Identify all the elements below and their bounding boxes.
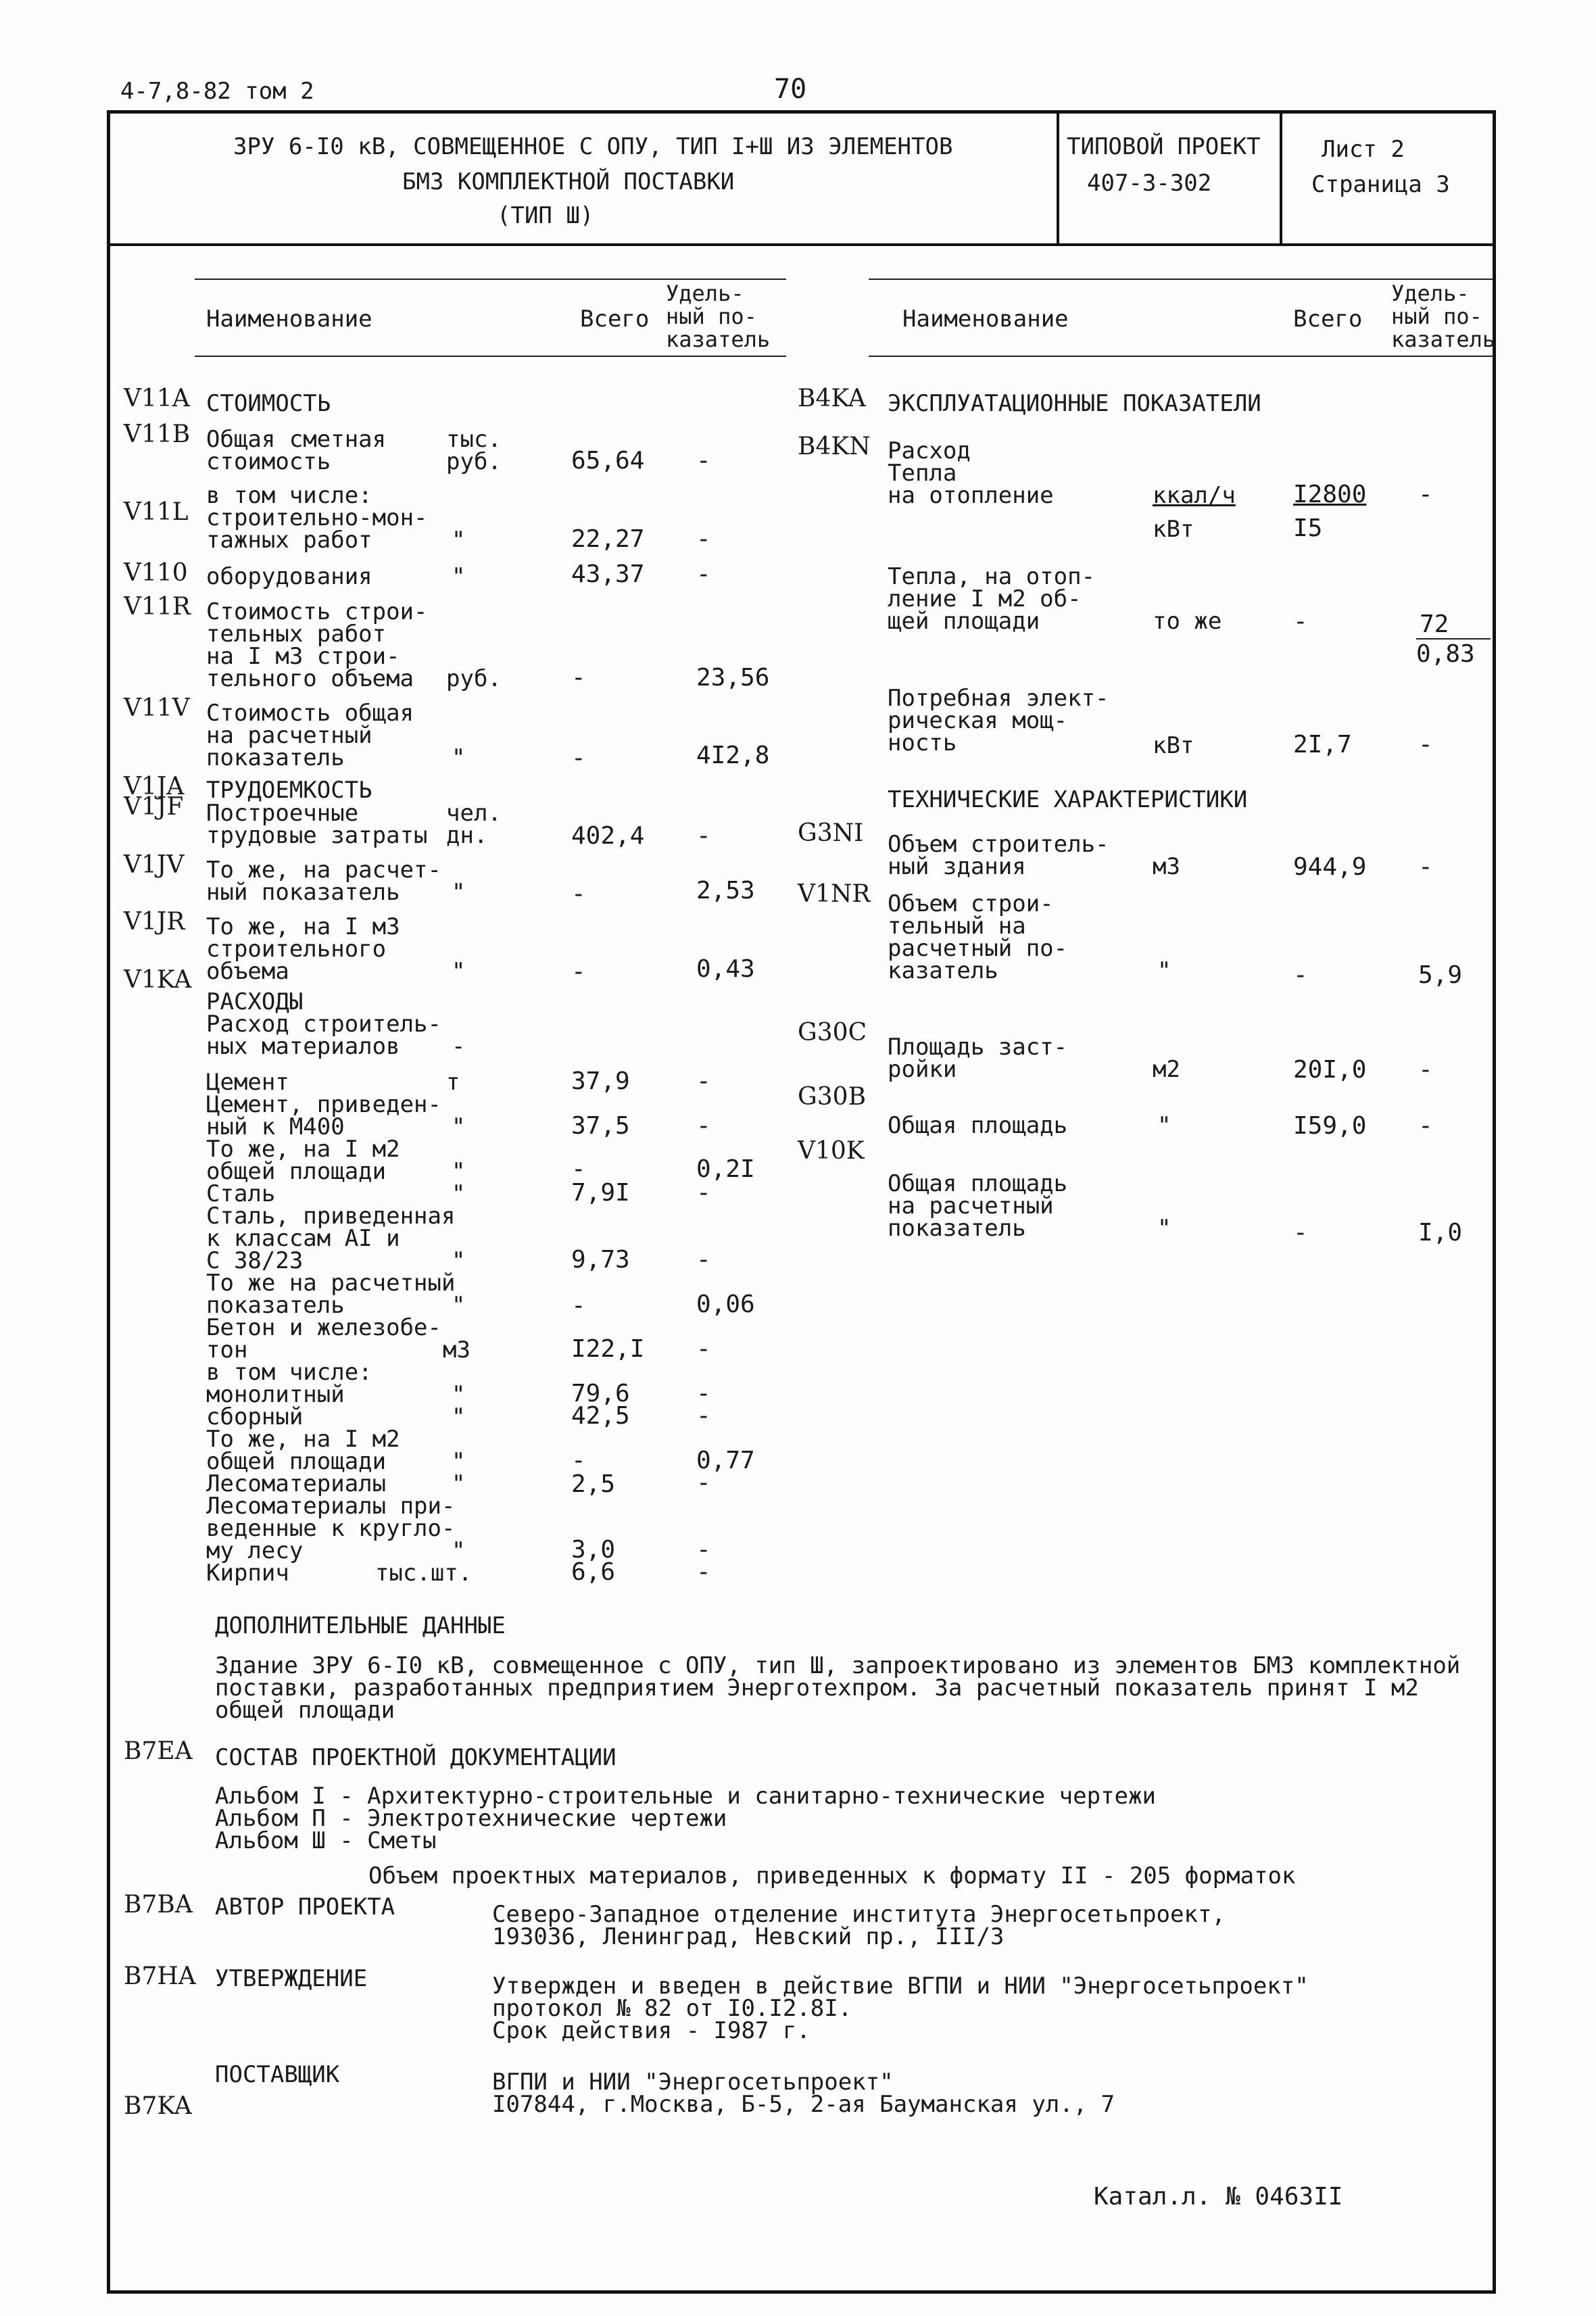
docs-line-3: Альбом Ш - Сметы [215, 1827, 437, 1854]
q1-total-2: I5 [1293, 514, 1323, 542]
r6-spec: - [696, 822, 711, 850]
r7-total: - [571, 880, 586, 908]
r5-total: - [571, 744, 586, 772]
r17-name: монолитный [206, 1381, 345, 1408]
title-line-3: (ТИП Ш) [497, 202, 594, 229]
r11-name-1: Цемент, приведен- [206, 1091, 441, 1118]
r14-name-2: к классам AI и [206, 1225, 400, 1252]
r14-total: 9,73 [571, 1246, 630, 1274]
supplier-line-2: I07844, г.Москва, Б-5, 2-ая Бауманская ул., 7 [492, 2091, 1115, 2118]
r15-spec: 0,06 [696, 1290, 755, 1318]
r16-name-1: Бетон и железобе- [206, 1314, 441, 1341]
r17-total: 79,6 [571, 1380, 630, 1407]
r4-unit: руб. [446, 665, 502, 692]
r2-spec: - [696, 525, 711, 553]
q6-spec: - [1418, 1056, 1433, 1084]
code-v1jr: V1JR [124, 908, 185, 936]
page-number: 70 [774, 74, 807, 105]
supplier-line-1: ВГПИ и НИИ "Энергосетьпроект" [492, 2069, 894, 2096]
r15-name-1: То же на расчетный [206, 1270, 456, 1297]
col-header-bottom-left [195, 356, 786, 357]
code-v1jv: V1JV [124, 851, 185, 879]
r8-name-2: строительного [206, 936, 387, 963]
q2-spec-1: 72 [1420, 610, 1449, 638]
r20-total: 2,5 [571, 1470, 616, 1498]
r4-name-3: на I м3 строи- [206, 643, 400, 670]
q4-unit: м3 [1153, 853, 1180, 880]
r14-name-1: Сталь, приведенная [206, 1203, 456, 1230]
q8-spec: I,0 [1418, 1219, 1463, 1247]
r15-total: - [571, 1292, 586, 1320]
approval-line-2: протокол № 82 от I0.I2.8I. [492, 1995, 852, 2022]
q3-total: 2I,7 [1293, 731, 1352, 758]
project-label: ТИПОВОЙ ПРОЕКТ [1067, 133, 1261, 160]
r19-name-2: общей площади [206, 1448, 387, 1475]
r4-name-4: тельного объема [206, 665, 414, 692]
r19-unit: " [452, 1448, 466, 1475]
r9-unit: - [452, 1033, 466, 1060]
col-spec-left-3: казатель [666, 327, 771, 352]
r11-spec: - [696, 1112, 711, 1140]
r7-name-1: То же, на расчет- [206, 857, 441, 884]
code-v11v: V11V [124, 694, 190, 722]
r11-name-2: ный к М400 [206, 1113, 345, 1140]
r1-name-2: стоимость [206, 448, 331, 475]
r18-unit: " [452, 1403, 466, 1430]
r22-total: 6,6 [571, 1558, 616, 1586]
r17-pre: в том числе: [206, 1359, 372, 1386]
r6-unit-1: чел. [446, 800, 502, 827]
docs-volume: Объем проектных материалов, приведенных к формату II - 205 форматок [368, 1862, 1296, 1889]
code-b4kn: B4KN [798, 433, 871, 460]
r4-total: - [571, 664, 586, 692]
r18-spec: - [696, 1402, 711, 1430]
q4-total: 944,9 [1293, 853, 1367, 881]
q4-name-1: Объем строитель- [888, 831, 1109, 858]
r16-spec: - [696, 1335, 711, 1363]
additional-line-1: Здание ЗРУ 6-I0 кВ, совмещенное с ОПУ, тип Ш, запроектировано из элементов БМЗ комплектной [215, 1652, 1461, 1679]
q2-name-3: щей площади [888, 608, 1040, 635]
r22-unit: тыс.шт. [375, 1560, 473, 1587]
r2-pre: в том числе: [206, 482, 372, 509]
code-v1jf: V1JF [124, 793, 184, 821]
r9-name-2: ных материалов [206, 1033, 400, 1060]
q6-name-2: ройки [888, 1056, 957, 1083]
r5-name-2: на расчетный [206, 722, 372, 749]
q2-name-2: ление I м2 об- [888, 585, 1082, 612]
doc-ref: 4-7,8-82 том 2 [120, 78, 314, 105]
q4-spec: - [1418, 853, 1433, 881]
sheet-label: Лист 2 [1322, 136, 1405, 163]
q1-name-2: Тепла [888, 460, 957, 487]
r19-spec: 0,77 [696, 1447, 755, 1474]
section-technical: ТЕХНИЧЕСКИЕ ХАРАКТЕРИСТИКИ [888, 786, 1248, 813]
r4-name-1: Стоимость строи- [206, 598, 428, 625]
section-expenses: РАСХОДЫ [206, 988, 304, 1015]
r17-unit: " [452, 1381, 466, 1408]
r19-name-1: То же, на I м2 [206, 1426, 400, 1453]
q3-unit: кВт [1153, 732, 1194, 759]
r21-spec: - [696, 1536, 711, 1564]
q6-name-1: Площадь заст- [888, 1034, 1068, 1061]
r5-unit: " [452, 744, 466, 771]
r5-spec: 4I2,8 [696, 742, 770, 769]
r21-name-2: веденные к кругло- [206, 1515, 456, 1542]
r2-total: 22,27 [571, 525, 645, 553]
code-v10k: V10K [798, 1137, 865, 1165]
r21-unit: " [452, 1537, 466, 1564]
r16-unit: м3 [443, 1336, 470, 1364]
author-label: АВТОР ПРОЕКТА [215, 1893, 395, 1921]
r22-spec: - [696, 1558, 711, 1586]
r1-unit-1: тыс. [446, 426, 502, 453]
col-total-right: Всего [1293, 306, 1363, 333]
r6-total: 402,4 [571, 822, 645, 850]
col-spec-right-1: Удель- [1391, 281, 1470, 306]
header-col-divider-2 [1280, 110, 1282, 245]
docs-line-1: Альбом I - Архитектурно-строительные и санитарно-технические чертежи [215, 1783, 1156, 1810]
r8-name-3: объема [206, 958, 289, 985]
r3-name: оборудования [206, 563, 372, 590]
r3-unit: " [452, 563, 466, 590]
q1-unit-1: ккал/ч [1153, 482, 1236, 509]
r11-total: 37,5 [571, 1112, 630, 1140]
code-v1nr: V1NR [798, 880, 871, 908]
r8-unit: " [452, 958, 466, 985]
r18-name: сборный [206, 1403, 304, 1430]
q1-unit-2: кВт [1153, 516, 1194, 543]
q1-spec: - [1418, 481, 1433, 508]
title-line-1: ЗРУ 6-I0 кВ, СОВМЕЩЕННОЕ С ОПУ, ТИП I+Ш ИЗ ЭЛЕМЕНТОВ [233, 133, 953, 160]
q7-total: I59,0 [1293, 1112, 1367, 1140]
r21-name-3: му лесу [206, 1537, 304, 1564]
r10-total: 37,9 [571, 1067, 630, 1095]
r1-name-1: Общая сметная [206, 426, 387, 453]
r7-spec: 2,53 [696, 877, 755, 904]
r3-spec: - [696, 560, 711, 588]
r13-unit: " [452, 1180, 466, 1207]
r7-name-2: ный показатель [206, 879, 400, 906]
r20-name: Лесоматериалы [206, 1470, 387, 1497]
approval-line-1: Утвержден и введен в действие ВГПИ и НИИ "Энергосетьпроект" [492, 1973, 1309, 2000]
r6-name-2: трудовые затраты [206, 822, 428, 849]
r12-name-2: общей площади [206, 1158, 387, 1185]
q7-spec: - [1418, 1112, 1433, 1140]
q5-name-3: расчетный по- [888, 935, 1068, 962]
r10-unit: т [446, 1069, 460, 1096]
q2-total: - [1293, 608, 1308, 635]
r4-name-2: тельных работ [206, 621, 387, 648]
supplier-label: ПОСТАВЩИК [215, 2061, 340, 2088]
r11-unit: " [452, 1113, 466, 1140]
r8-name-1: То же, на I м3 [206, 913, 400, 940]
r6-unit-2: дн. [446, 822, 488, 849]
code-v11r: V11R [124, 593, 191, 621]
r4-spec: 23,56 [696, 664, 770, 692]
col-name-right: Наименование [902, 306, 1069, 333]
r5-name-1: Стоимость общая [206, 700, 414, 727]
project-number: 407-3-302 [1087, 170, 1212, 197]
additional-line-3: общей площади [215, 1697, 395, 1724]
approval-line-3: Срок действия - I987 г. [492, 2017, 811, 2044]
code-b7ha: B7HA [124, 1962, 196, 1990]
r14-unit: " [452, 1247, 466, 1274]
code-g30b: G30B [798, 1083, 867, 1111]
q5-total: - [1293, 961, 1308, 989]
col-spec-left-1: Удель- [666, 281, 744, 306]
q3-name-2: рическая мощ- [888, 707, 1068, 734]
code-v11l: V11L [124, 498, 189, 526]
r14-name-3: С 38/23 [206, 1247, 304, 1274]
code-v1ja: V1JA [124, 773, 185, 800]
r9-name-1: Расход строитель- [206, 1011, 441, 1038]
q5-name-4: казатель [888, 957, 998, 984]
r12-name-1: То же, на I м2 [206, 1136, 400, 1163]
r13-total: 7,9I [571, 1179, 630, 1207]
section-labor: ТРУДОЕМКОСТЬ [206, 777, 372, 804]
col-header-top-left [195, 279, 786, 280]
page-label: Страница 3 [1311, 171, 1450, 198]
r21-name-1: Лесоматериалы при- [206, 1493, 456, 1520]
col-spec-right-3: казатель [1391, 327, 1496, 352]
q7-name: Общая площадь [888, 1112, 1068, 1139]
q5-name-2: тельный на [888, 913, 1026, 940]
r10-spec: - [696, 1067, 711, 1095]
approval-label: УТВЕРЖДЕНИЕ [215, 1965, 368, 1992]
code-b7ea: B7EA [124, 1737, 193, 1765]
r22-name: Кирпич [206, 1560, 289, 1587]
r1-unit-2: руб. [446, 448, 502, 475]
section-cost: СТОИМОСТЬ [206, 390, 331, 417]
code-b7ka: B7KA [124, 2092, 192, 2120]
code-v110: V110 [124, 559, 188, 587]
q2-spec-2: 0,83 [1416, 640, 1475, 668]
q2-unit: то же [1153, 608, 1222, 635]
q8-total: - [1293, 1219, 1308, 1247]
r12-unit: " [452, 1158, 466, 1185]
code-g30c: G30C [798, 1019, 867, 1046]
additional-line-2: поставки, разработанных предприятием Энерготехпром. За расчетный показатель принят I м2 [215, 1674, 1419, 1702]
q3-name-1: Потребная элект- [888, 685, 1109, 712]
catalog-number: Катал.л. № 0463II [1094, 2183, 1343, 2211]
r13-name: Сталь [206, 1180, 276, 1207]
r2-name-2: тажных работ [206, 527, 372, 554]
author-line-2: 193036, Ленинград, Невский пр., III/3 [492, 1923, 1005, 1950]
r13-spec: - [696, 1179, 711, 1207]
code-g3ni: G3NI [798, 819, 864, 847]
q5-spec: 5,9 [1418, 961, 1463, 989]
r16-name-2: тон [206, 1336, 248, 1364]
q8-name-3: показатель [888, 1215, 1026, 1242]
header-divider [107, 243, 1496, 246]
r18-total: 42,5 [571, 1402, 630, 1430]
r19-total: - [571, 1447, 586, 1474]
r6-name-1: Построечные [206, 800, 359, 827]
r16-total: I22,I [571, 1335, 645, 1363]
r1-spec: - [696, 447, 711, 475]
r10-name: Цемент [206, 1069, 289, 1096]
q1-name-1: Расход [888, 437, 971, 464]
code-b4ka: B4KA [798, 385, 866, 412]
r8-total: - [571, 958, 586, 986]
r3-total: 43,37 [571, 560, 645, 588]
r2-name-1: строительно-мон- [206, 504, 428, 531]
r15-unit: " [452, 1292, 466, 1319]
col-header-bottom-right [869, 356, 1494, 357]
r20-spec: - [696, 1469, 711, 1497]
q8-name-1: Общая площадь [888, 1170, 1068, 1197]
r2-unit: " [452, 527, 466, 554]
code-b7ba: B7BA [124, 1891, 193, 1919]
q6-unit: м2 [1153, 1056, 1180, 1083]
docs-title: СОСТАВ ПРОЕКТНОЙ ДОКУМЕНТАЦИИ [215, 1744, 616, 1771]
code-v11b: V11B [124, 420, 191, 448]
r14-spec: - [696, 1246, 711, 1274]
q5-name-1: Объем строи- [888, 890, 1054, 917]
q2-name-1: Тепла, на отоп- [888, 563, 1096, 590]
r15-name-2: показатель [206, 1292, 345, 1319]
q7-unit: " [1157, 1112, 1171, 1139]
section-operational: ЭКСПЛУАТАЦИОННЫЕ ПОКАЗАТЕЛИ [888, 390, 1261, 417]
additional-title: ДОПОЛНИТЕЛЬНЫЕ ДАННЫЕ [215, 1612, 506, 1639]
q2-fraction-line [1416, 638, 1491, 640]
r21-total: 3,0 [571, 1536, 616, 1564]
author-line-1: Северо-Западное отделение института Энергосетьпроект, [492, 1901, 1226, 1928]
code-v1ka: V1KA [124, 966, 192, 994]
q1-name-3: на отопление [888, 482, 1054, 509]
q6-total: 20I,0 [1293, 1056, 1367, 1084]
title-line-2: БМЗ КОМПЛЕКТНОЙ ПОСТАВКИ [402, 168, 735, 195]
r17-spec: - [696, 1380, 711, 1407]
docs-line-2: Альбом П - Электротехнические чертежи [215, 1805, 727, 1832]
q5-unit: " [1157, 957, 1171, 984]
r7-unit: " [452, 879, 466, 906]
col-name-left: Наименование [206, 306, 372, 333]
q8-unit: " [1157, 1215, 1171, 1242]
q8-name-2: на расчетный [888, 1192, 1054, 1220]
col-spec-right-2: ный по- [1391, 304, 1482, 329]
r20-unit: " [452, 1470, 466, 1497]
col-header-top-right [869, 279, 1494, 280]
q3-name-3: ность [888, 729, 957, 756]
r5-name-3: показатель [206, 744, 345, 771]
q4-name-2: ный здания [888, 853, 1026, 880]
col-total-left: Всего [580, 306, 650, 333]
header-col-divider-1 [1057, 110, 1059, 245]
r1-total: 65,64 [571, 447, 645, 475]
q1-total-1: I2800 [1293, 481, 1367, 508]
q3-spec: - [1418, 731, 1433, 758]
r8-spec: 0,43 [696, 955, 755, 983]
col-spec-left-2: ный по- [666, 304, 757, 329]
code-v11a: V11A [124, 385, 190, 412]
r12-total: - [571, 1155, 586, 1183]
r12-spec: 0,2I [696, 1155, 755, 1183]
